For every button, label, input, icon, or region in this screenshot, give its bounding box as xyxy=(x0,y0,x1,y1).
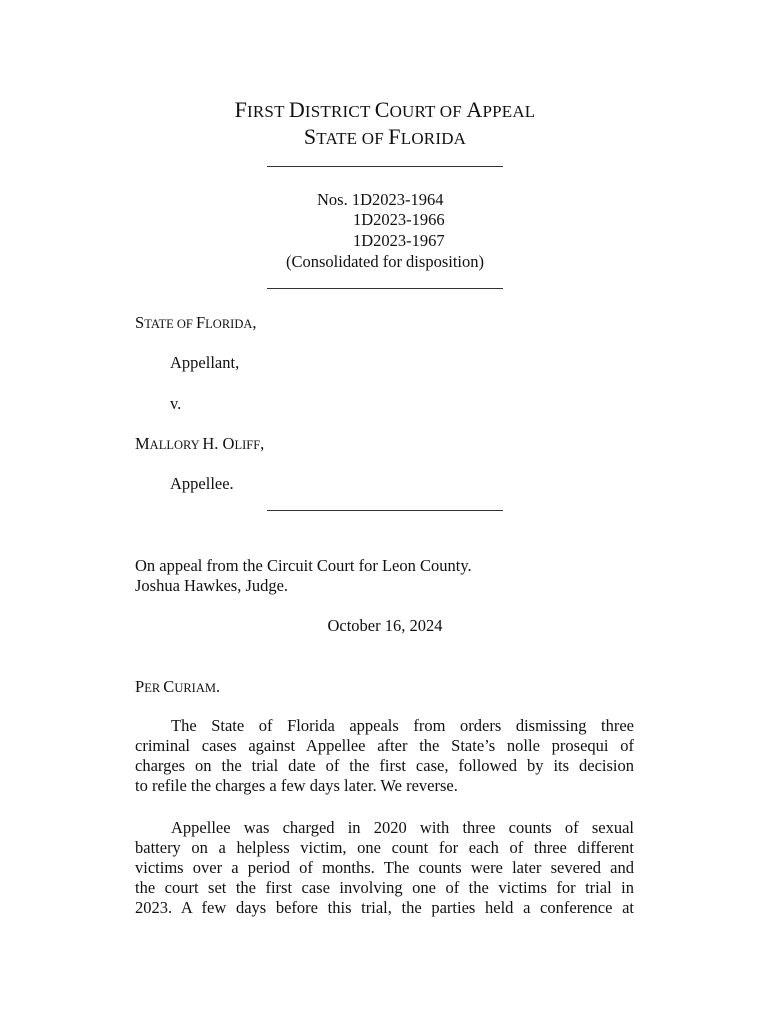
court-name-text: F xyxy=(234,97,248,122)
court-name-text: A xyxy=(466,97,483,122)
appellee-name-text: , xyxy=(260,434,265,453)
court-state-text: TATE OF xyxy=(316,129,389,148)
court-state-text: F xyxy=(388,124,401,149)
opinion-paragraph-1 xyxy=(135,716,634,796)
court-name-text: IRST xyxy=(247,102,289,121)
appellee-name xyxy=(135,434,264,455)
appellant-name-text: F xyxy=(195,313,206,332)
court-state xyxy=(0,123,770,152)
appellant-name-text: , xyxy=(252,313,257,332)
appellee-name-text: LIFF xyxy=(234,438,261,452)
appellee-name-text: ALLORY xyxy=(149,438,203,452)
appellee-name-text: H. O xyxy=(202,434,235,453)
paragraph-line: to refile the charges a few days later. We reverse. xyxy=(135,776,458,795)
paragraph-line: victims over a period of months. The counts were later severed and xyxy=(135,858,634,877)
appeal-origin: On appeal from the Circuit Court for Leon County. xyxy=(135,556,472,575)
court-name-text: ISTRICT xyxy=(304,102,375,121)
trial-judge: Joshua Hawkes, Judge. xyxy=(135,576,289,595)
paragraph-line: The State of Florida appeals from orders dismissing three xyxy=(171,716,634,735)
per-curiam-text: . xyxy=(215,677,221,696)
court-name-text: PPEAL xyxy=(482,102,536,121)
court-state-text: LORIDA xyxy=(400,129,467,148)
court-name xyxy=(0,96,770,125)
per-curiam-text: ER xyxy=(144,681,164,695)
appellant-name xyxy=(135,313,257,334)
appellee-role: Appellee. xyxy=(170,474,234,493)
court-name-text: D xyxy=(288,97,305,122)
court-name-text: C xyxy=(374,97,390,122)
case-number-3: 1D2023-1967 xyxy=(353,231,445,250)
appellee-name-text: M xyxy=(135,434,150,453)
appellant-name-text: TATE OF xyxy=(144,317,196,331)
paragraph-line: criminal cases against Appellee after the State’s nolle prosequi of xyxy=(135,736,634,755)
paragraph-line: the court set the first case involving one of the victims for trial in xyxy=(135,878,634,897)
per-curiam-text: C xyxy=(163,677,175,696)
case-number-1: Nos. 1D2023-1964 xyxy=(317,190,444,209)
per-curiam-heading xyxy=(135,677,220,698)
paragraph-line: 2023. A few days before this trial, the parties held a conference at xyxy=(135,898,634,917)
per-curiam-text: URIAM xyxy=(174,681,216,695)
appellant-role: Appellant, xyxy=(170,353,240,372)
court-name-text: OURT OF xyxy=(389,102,467,121)
paragraph-line: Appellee was charged in 2020 with three counts of sexual xyxy=(171,818,634,837)
appellant-name-text: S xyxy=(135,313,145,332)
consolidated-note: (Consolidated for disposition) xyxy=(286,252,484,271)
case-number-2: 1D2023-1966 xyxy=(353,210,445,229)
parties-divider xyxy=(267,510,503,511)
opinion-paragraph-2 xyxy=(135,818,634,918)
paragraph-line: charges on the trial date of the first case, followed by its decision xyxy=(135,756,634,775)
paragraph-line: battery on a helpless victim, one count for each of three different xyxy=(135,838,634,857)
header-divider xyxy=(267,166,503,167)
case-divider xyxy=(267,288,503,289)
versus: v. xyxy=(170,394,182,413)
appellant-name-text: LORIDA xyxy=(205,317,253,331)
court-state-text: S xyxy=(303,124,317,149)
per-curiam-text: P xyxy=(135,677,145,696)
decision-date: October 16, 2024 xyxy=(327,616,443,635)
